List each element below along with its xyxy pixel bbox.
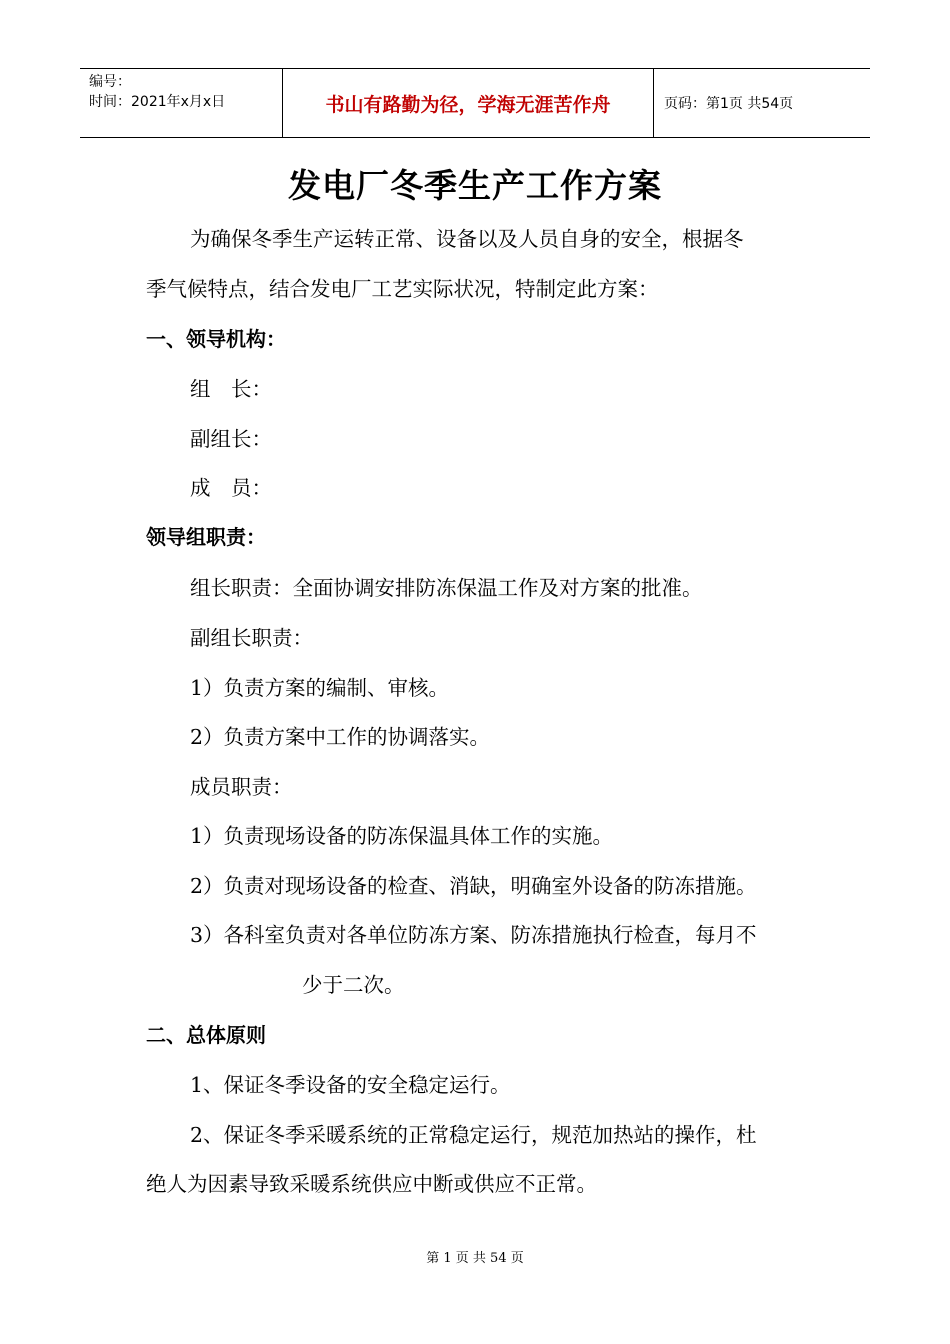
section-heading-principles: 二、总体原则 xyxy=(146,1023,266,1047)
member-duty-item: 2）负责对现场设备的检查、消缺，明确室外设备的防冻措施。 xyxy=(190,874,757,898)
deputy-duty-item: 2）负责方案中工作的协调落实。 xyxy=(190,725,491,749)
header-page-info: 页码：第1页 共54页 xyxy=(664,96,794,112)
leader-duty: 组长职责：全面协调安排防冻保温工作及对方案的批准。 xyxy=(190,576,703,600)
header-table xyxy=(80,68,870,138)
member-label: 成 员： xyxy=(190,476,272,500)
document-title: 发电厂冬季生产工作方案 xyxy=(288,166,662,205)
principle-item-2-line-1: 2、保证冬季采暖系统的正常稳定运行，规范加热站的操作，杜 xyxy=(190,1123,757,1147)
deputy-label: 副组长： xyxy=(190,427,272,451)
document-number-label: 编号： xyxy=(89,74,131,90)
leader-label: 组 长： xyxy=(190,377,272,401)
header-motto: 书山有路勤为径，学海无涯苦作舟 xyxy=(282,69,654,137)
document-time-label: 时间：2021年x月x日 xyxy=(89,94,226,110)
intro-line-2: 季气候特点，结合发电厂工艺实际状况，特制定此方案： xyxy=(146,277,659,301)
section-heading-leadership: 一、领导机构： xyxy=(146,327,286,351)
principle-item-1: 1、保证冬季设备的安全稳定运行。 xyxy=(190,1073,511,1097)
member-duty-item-continuation: 少于二次。 xyxy=(302,973,405,997)
deputy-duty-item: 1）负责方案的编制、审核。 xyxy=(190,676,450,700)
duties-heading: 领导组职责： xyxy=(146,525,266,549)
intro-line-1: 为确保冬季生产运转正常、设备以及人员自身的安全，根据冬 xyxy=(190,227,744,251)
page-footer: 第 1 页 共 54 页 xyxy=(426,1251,524,1266)
principle-item-2-line-2: 绝人为因素导致采暖系统供应中断或供应不正常。 xyxy=(146,1172,597,1196)
member-duty-item: 1）负责现场设备的防冻保温具体工作的实施。 xyxy=(190,824,614,848)
deputy-duty-heading: 副组长职责： xyxy=(190,626,313,650)
member-duty-heading: 成员职责： xyxy=(190,775,293,799)
member-duty-item: 3）各科室负责对各单位防冻方案、防冻措施执行检查，每月不 xyxy=(190,923,757,947)
header-meta xyxy=(80,69,282,137)
